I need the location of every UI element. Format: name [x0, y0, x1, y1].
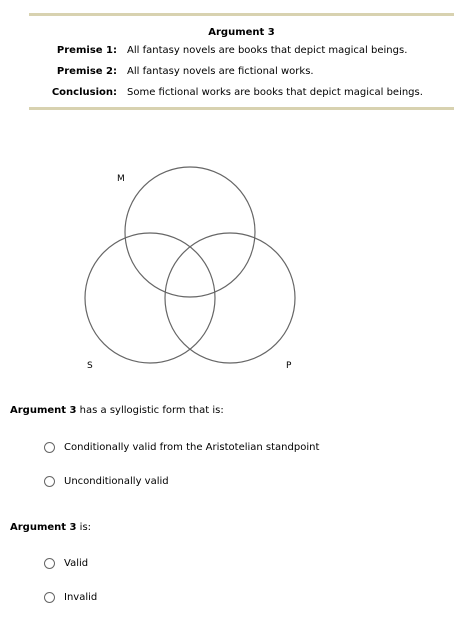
question-1: [10, 405, 224, 416]
option-invalid-label: Invalid: [64, 592, 98, 603]
radio-unconditionally-valid[interactable]: [44, 476, 55, 487]
premise-1-label: Premise 1:: [56, 45, 117, 56]
label-m: M: [117, 174, 125, 184]
premise-2-label: Premise 2:: [56, 66, 117, 77]
premise-2-text: All fantasy novels are fictional works.: [127, 66, 314, 77]
conclusion-row: [29, 82, 454, 103]
question-1-subject: Argument 3: [10, 405, 77, 416]
option-valid-label: Valid: [64, 558, 89, 569]
radio-conditionally-valid[interactable]: [44, 442, 55, 453]
venn-diagram: [70, 160, 310, 375]
circle-s: [85, 233, 215, 363]
conclusion-label: Conclusion:: [51, 87, 117, 98]
radio-invalid[interactable]: [44, 592, 55, 603]
question-1-text: has a syllogistic form that is:: [76, 405, 224, 416]
premise-2-row: [29, 61, 454, 82]
option-conditionally-valid-label: Conditionally valid from the Aristotelian standpoint: [64, 442, 320, 453]
question-2-subject: Argument 3: [10, 522, 77, 533]
label-p: P: [286, 361, 292, 371]
argument-box: [29, 13, 454, 110]
option-conditionally-valid[interactable]: [44, 442, 319, 453]
bottom-rule: [29, 107, 454, 110]
top-rule: [29, 13, 454, 16]
option-valid[interactable]: [44, 558, 88, 569]
circle-m: [125, 167, 255, 297]
radio-valid[interactable]: [44, 558, 55, 569]
label-s: S: [87, 361, 93, 371]
argument-title: Argument 3: [208, 27, 275, 38]
option-invalid[interactable]: [44, 592, 97, 603]
premise-1-text: All fantasy novels are books that depict magical beings.: [127, 45, 408, 56]
conclusion-text: Some fictional works are books that depict magical beings.: [127, 87, 423, 98]
option-unconditionally-valid-label: Unconditionally valid: [64, 476, 169, 487]
question-2: [10, 522, 91, 533]
question-2-text: is:: [76, 522, 92, 533]
option-unconditionally-valid[interactable]: [44, 476, 169, 487]
circle-p: [165, 233, 295, 363]
premise-1-row: [29, 40, 454, 61]
